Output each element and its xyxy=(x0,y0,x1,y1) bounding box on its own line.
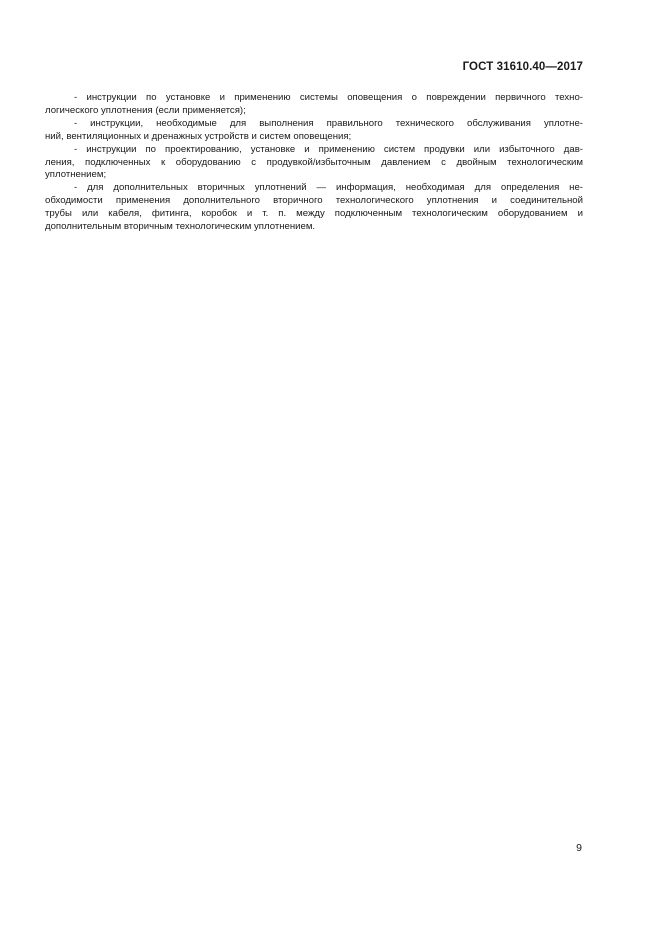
text-line: ления, подключенных к оборудованию с продувкой/избыточным давлением с двойным технологическим xyxy=(45,156,583,168)
text-line: обходимости применения дополнительного вторичного технологического уплотнения и соединительной xyxy=(45,195,583,207)
text-line: - инструкции по проектированию, установке и применению систем продувки или избыточного дав- xyxy=(74,143,583,155)
text-line: ний, вентиляционных и дренажных устройств и систем оповещения; xyxy=(45,130,352,142)
document-standard-id: ГОСТ 31610.40—2017 xyxy=(462,61,583,73)
document-body xyxy=(45,92,583,234)
page-number: 9 xyxy=(576,842,582,854)
text-line: - инструкции, необходимые для выполнения правильного технического обслуживания уплотне- xyxy=(74,117,583,129)
text-line: - для дополнительных вторичных уплотнений — информация, необходимая для определения не- xyxy=(74,182,583,194)
paragraph-design-instructions xyxy=(45,143,583,183)
paragraph-secondary-seals xyxy=(45,182,583,234)
text-line: трубы или кабеля, фитинга, коробок и т. п. между подключенным технологическим оборудованием и xyxy=(45,208,583,220)
paragraph-installation-instructions xyxy=(45,92,583,118)
paragraph-maintenance-instructions xyxy=(45,117,583,144)
text-line: дополнительным вторичным технологическим уплотнением. xyxy=(45,221,316,233)
text-line: логического уплотнения (если применяется); xyxy=(45,104,246,116)
text-line: уплотнением; xyxy=(45,169,107,181)
text-line: - инструкции по установке и применению системы оповещения о повреждении первичного техно- xyxy=(74,92,583,103)
